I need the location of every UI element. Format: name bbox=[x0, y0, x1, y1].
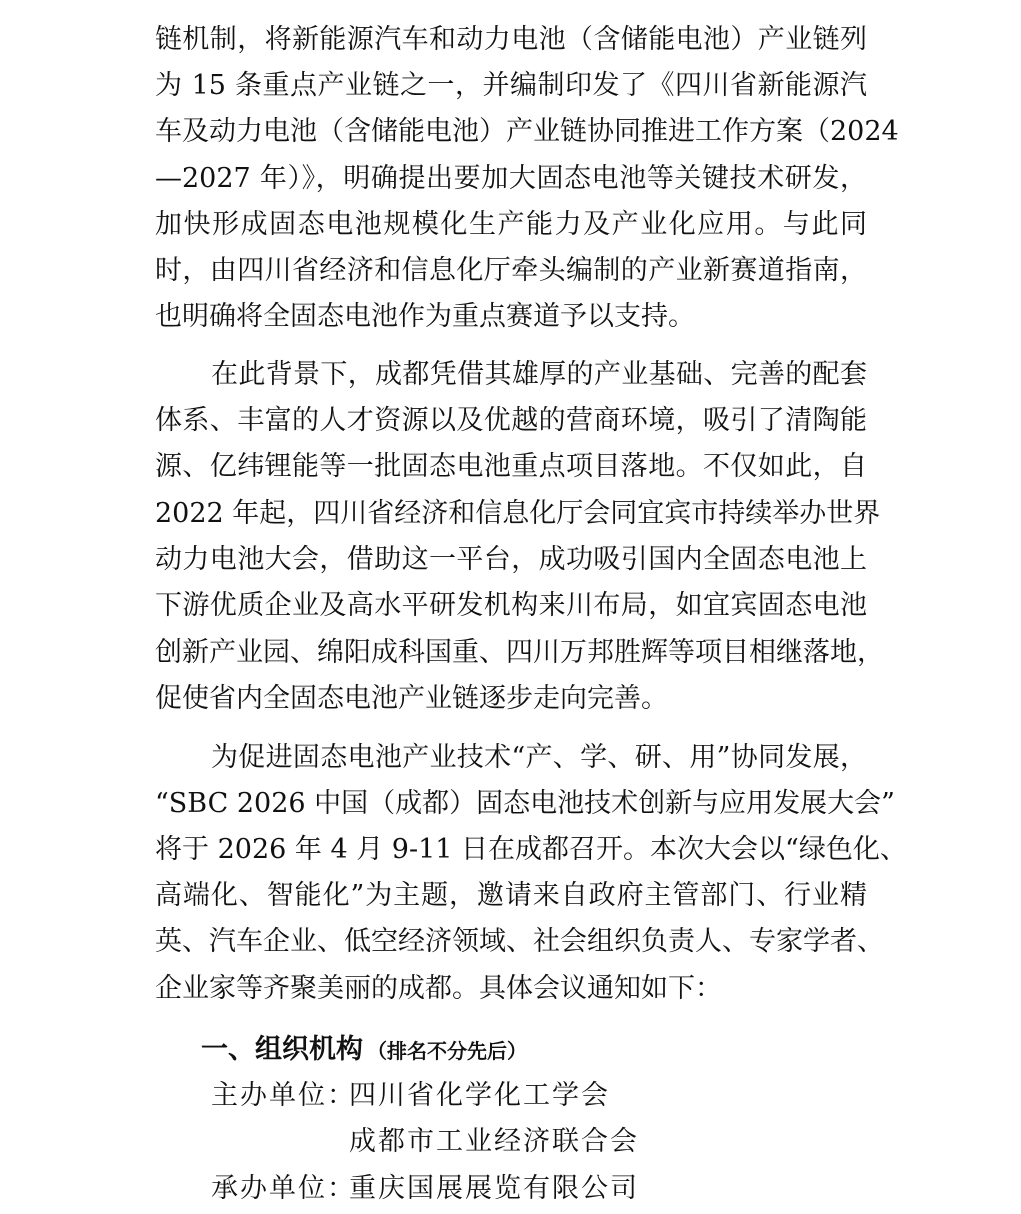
text-line: 促使省内全固态电池产业链逐步走向完善。 bbox=[155, 683, 668, 714]
text-line: 企业家等齐聚美丽的成都。具体会议通知如下： bbox=[155, 973, 722, 1004]
text-line: 2022 年起，四川省经济和信息化厅会同宜宾市持续举办世界 bbox=[155, 498, 881, 529]
host-org: 四川省化学化工学会 bbox=[349, 1080, 610, 1111]
text-line: 加快形成固态电池规模化生产能力及产业化应用。与此同 bbox=[155, 209, 867, 240]
text-line: 在此背景下，成都凭借其雄厚的产业基础、完善的配套 bbox=[211, 359, 867, 390]
text-line: 车及动力电池（含储能电池）产业链协同推进工作方案（2024 bbox=[155, 116, 899, 147]
text-line: 也明确将全固态电池作为重点赛道予以支持。 bbox=[155, 301, 695, 332]
text-line: 时，由四川省经济和信息化厅牵头编制的产业新赛道指南， bbox=[155, 255, 867, 286]
text-line: 链机制，将新能源汽车和动力电池（含储能电池）产业链列 bbox=[155, 24, 867, 55]
text-line: 为促进固态电池产业技术“产、学、研、用”协同发展， bbox=[211, 742, 867, 773]
text-line: “SBC 2026 中国（成都）固态电池技术创新与应用发展大会” bbox=[155, 788, 895, 819]
section-note: （排名不分先后） bbox=[367, 1039, 527, 1063]
text-line: 创新产业园、绵阳成科国重、四川万邦胜辉等项目相继落地， bbox=[155, 637, 884, 668]
section-heading bbox=[201, 1027, 527, 1073]
text-line: 高端化、智能化”为主题，邀请来自政府主管部门、行业精 bbox=[155, 880, 867, 911]
text-line: 动力电池大会，借助这一平台，成功吸引国内全固态电池上 bbox=[155, 544, 867, 575]
text-line: —2027 年）》，明确提出要加大固态电池等关键技术研发， bbox=[155, 163, 867, 194]
undertaker-org: 重庆国展展览有限公司 bbox=[349, 1173, 639, 1204]
text-line: 体系、丰富的人才资源以及优越的营商环境，吸引了清陶能 bbox=[155, 405, 867, 436]
undertaker-label: 承办单位： bbox=[211, 1173, 356, 1204]
host-label: 主办单位： bbox=[211, 1080, 356, 1111]
host-org: 成都市工业经济联合会 bbox=[349, 1126, 639, 1157]
text-line: 为 15 条重点产业链之一，并编制印发了《四川省新能源汽 bbox=[155, 70, 867, 101]
text-line: 下游优质企业及高水平研发机构来川布局，如宜宾固态电池 bbox=[155, 590, 867, 621]
text-line: 将于 2026 年 4 月 9-11 日在成都召开。本次大会以“绿色化、 bbox=[155, 834, 907, 865]
section-title: 一、组织机构 bbox=[201, 1034, 363, 1065]
text-line: 源、亿纬锂能等一批固态电池重点项目落地。不仅如此，自 bbox=[155, 451, 867, 482]
text-line: 英、汽车企业、低空经济领域、社会组织负责人、专家学者、 bbox=[155, 926, 884, 957]
